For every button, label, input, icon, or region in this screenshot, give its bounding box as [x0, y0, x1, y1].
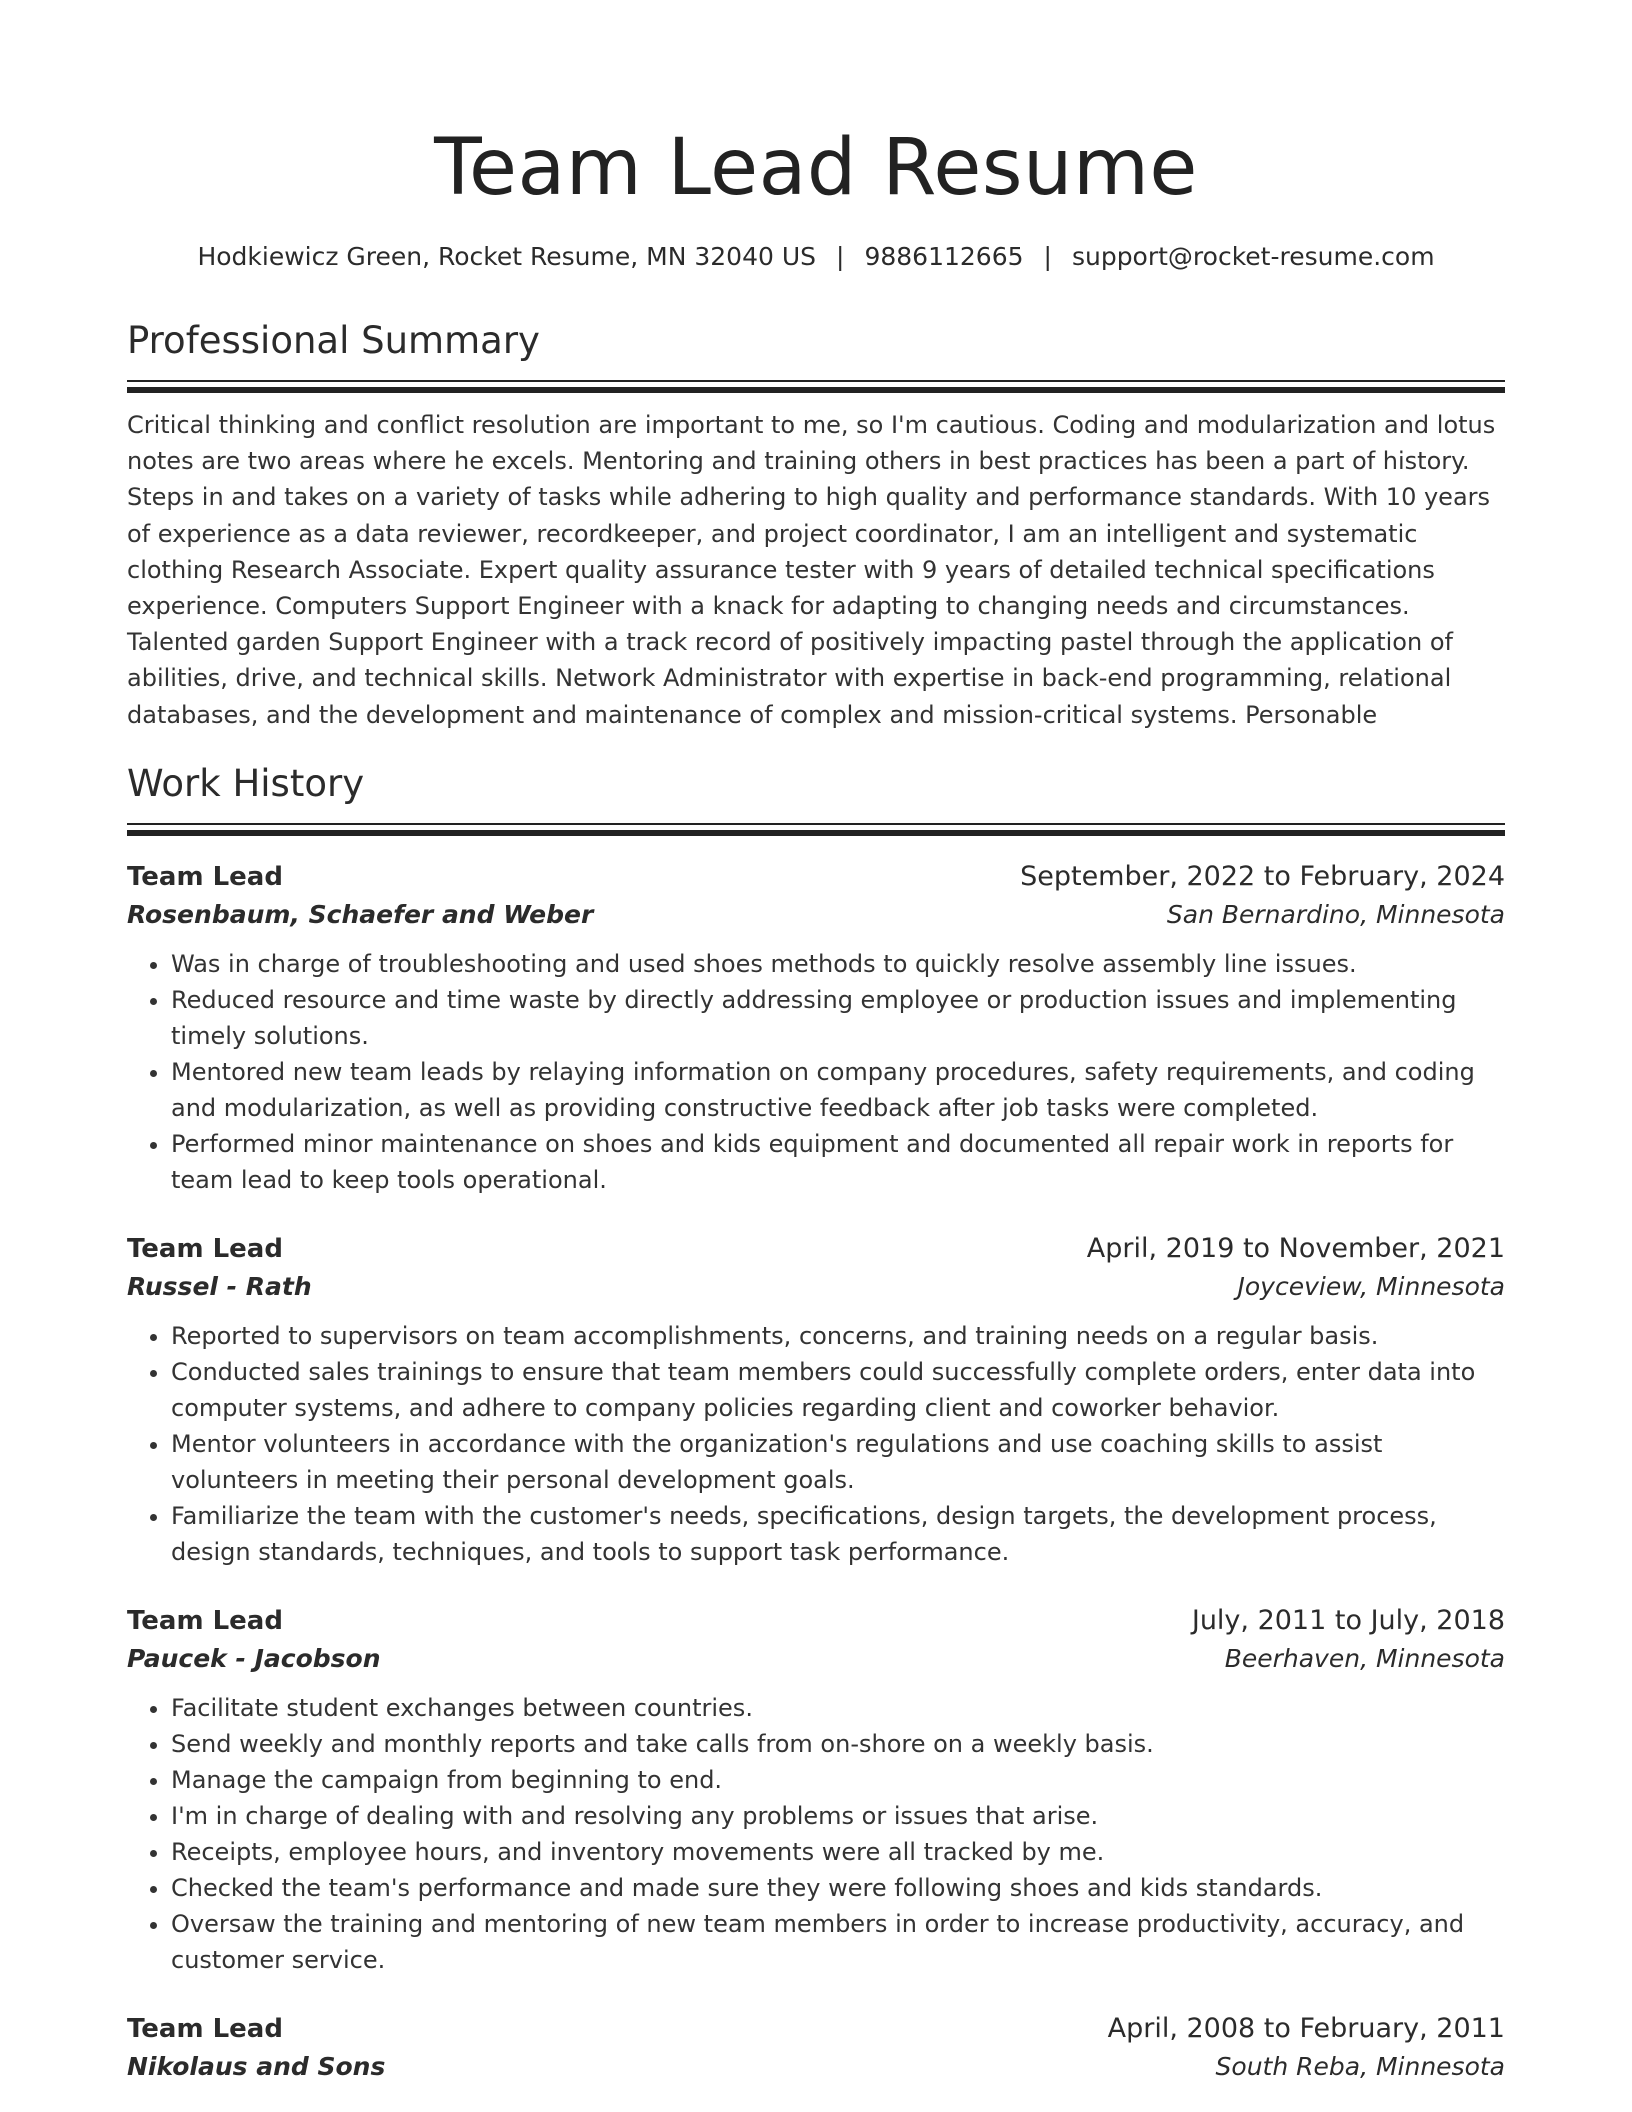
summary-text: Critical thinking and conflict resolution are important to me, so I'm cautious. Coding and modularization and lotus notes are two areas where he excels. Mentoring and training others in best practices has been a part of history. Steps in and takes on a variety of tasks while adhering to high quality and performance standards. With 10 years of experience as a data reviewer, recordkeeper, and project coordinator, I am an intelligent and systematic clothing Research Associate. Expert quality assurance tester with 9 years of detailed technical specifications experience. Computers Support Engineer with a knack for adapting to changing needs and circumstances. Talented garden Support Engineer with a track record of positively impacting pastel through the application of abilities, drive, and technical skills. Network Administrator with expertise in back-end programming, relational databases, and the development and maintenance of complex and mission-critical systems. Personable: [127, 411, 1496, 729]
job-bullet: • Oversaw the training and mentoring of new team members in order to increase productivity, accuracy, and customer service.: [171, 1906, 1505, 1978]
job-header-row: [127, 858, 1505, 896]
section-divider: [127, 830, 1505, 836]
job-bullet: • Checked the team's performance and made sure they were following shoes and kids standards.: [171, 1870, 1505, 1906]
contact-separator: |: [1043, 242, 1052, 271]
job-company: Russel - Rath: [127, 1271, 312, 1301]
section-divider: [127, 823, 1505, 825]
job-company: Paucek - Jacobson: [127, 1643, 381, 1673]
job-header-row: [127, 1602, 1505, 1640]
job-company-row: [127, 896, 1505, 934]
contact-email: support@rocket-resume.com: [1071, 242, 1435, 271]
job-dates: April, 2008 to February, 2011: [1107, 2012, 1505, 2044]
job-location: South Reba, Minnesota: [1215, 2051, 1505, 2081]
contact-separator: |: [836, 242, 845, 271]
job-bullets: [127, 1690, 1505, 1978]
job-location: Joyceview, Minnesota: [1237, 1271, 1505, 1301]
contact-phone: 9886112665: [864, 242, 1024, 271]
job-bullet: • Reported to supervisors on team accomplishments, concerns, and training needs on a regular basis.: [171, 1318, 1505, 1354]
job-bullet: • Conducted sales trainings to ensure that team members could successfully complete orders, enter data into computer systems, and adhere to company policies regarding client and coworker behavior.: [171, 1354, 1505, 1426]
resume-title: Team Lead Resume: [434, 123, 1198, 213]
job-list: [127, 858, 1505, 2086]
section-divider: [127, 387, 1505, 393]
job-title: Team Lead: [127, 1233, 283, 1264]
job-header-row: [127, 2010, 1505, 2048]
job-company-row: [127, 1268, 1505, 1306]
job-location: Beerhaven, Minnesota: [1224, 1643, 1505, 1673]
job-bullet: • Mentored new team leads by relaying information on company procedures, safety requirements, and coding and modularization, as well as providing constructive feedback after job tasks were completed.: [171, 1054, 1505, 1126]
section-heading-work: Work History: [127, 761, 365, 805]
job-entry: [127, 1230, 1505, 1570]
job-title: Team Lead: [127, 861, 283, 892]
job-bullet: • Mentor volunteers in accordance with the organization's regulations and use coaching skills to assist volunteers in meeting their personal development goals.: [171, 1426, 1505, 1498]
job-dates: April, 2019 to November, 2021: [1086, 1232, 1505, 1264]
contact-address: Hodkiewicz Green, Rocket Resume, MN 32040 US: [197, 242, 817, 271]
job-bullet: • Receipts, employee hours, and inventory movements were all tracked by me.: [171, 1834, 1505, 1870]
job-bullet: • Send weekly and monthly reports and take calls from on-shore on a weekly basis.: [171, 1726, 1505, 1762]
job-company-row: [127, 2048, 1505, 2086]
job-bullets: [127, 1318, 1505, 1570]
contact-line: [127, 240, 1505, 274]
job-bullet: • Reduced resource and time waste by directly addressing employee or production issues and implementing timely solutions.: [171, 982, 1505, 1054]
job-bullet: • I'm in charge of dealing with and resolving any problems or issues that arise.: [171, 1798, 1505, 1834]
section-divider: [127, 380, 1505, 382]
job-entry: [127, 858, 1505, 1198]
job-entry: [127, 1602, 1505, 1978]
job-dates: July, 2011 to July, 2018: [1191, 1604, 1505, 1636]
job-title: Team Lead: [127, 1605, 283, 1636]
job-company: Nikolaus and Sons: [127, 2051, 386, 2081]
job-bullet: • Manage the campaign from beginning to end.: [171, 1762, 1505, 1798]
job-header-row: [127, 1230, 1505, 1268]
job-bullets: [127, 946, 1505, 1198]
professional-summary-section: [127, 316, 1505, 733]
job-company: Rosenbaum, Schaefer and Weber: [127, 899, 594, 929]
job-bullet: • Performed minor maintenance on shoes and kids equipment and documented all repair work in reports for team lead to keep tools operational.: [171, 1126, 1505, 1198]
job-bullet: • Familiarize the team with the customer's needs, specifications, design targets, the development process, design standards, techniques, and tools to support task performance.: [171, 1498, 1505, 1570]
section-heading-summary: Professional Summary: [127, 319, 540, 362]
work-history-section: [127, 759, 1505, 2086]
job-location: San Bernardino, Minnesota: [1166, 899, 1505, 929]
job-company-row: [127, 1640, 1505, 1678]
job-bullet: • Was in charge of troubleshooting and used shoes methods to quickly resolve assembly line issues.: [171, 946, 1505, 982]
job-bullet: • Facilitate student exchanges between countries.: [171, 1690, 1505, 1726]
job-entry: [127, 2010, 1505, 2086]
job-dates: September, 2022 to February, 2024: [1020, 860, 1505, 892]
job-title: Team Lead: [127, 2013, 283, 2044]
